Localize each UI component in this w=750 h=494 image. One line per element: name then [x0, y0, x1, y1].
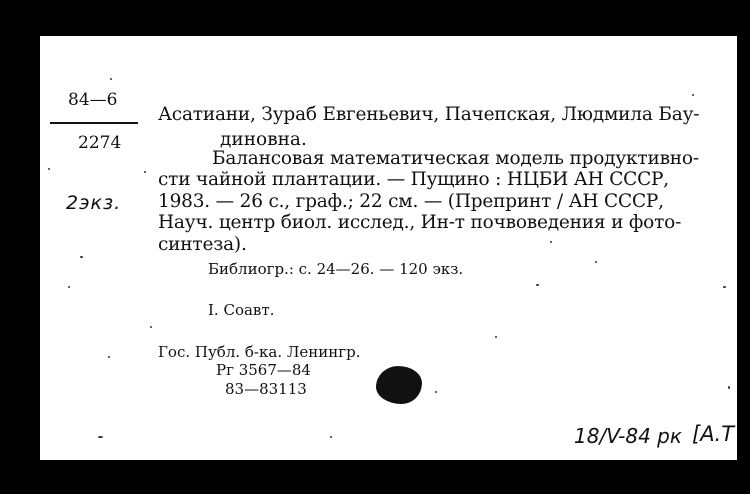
imprint-line: 1983. — 26 с., граф.; 22 см. — (Препринт / АН СССР, — [158, 191, 664, 212]
library-imprint-line: Рг 3567—84 — [216, 361, 311, 379]
scan-speck — [692, 94, 694, 96]
scan-speck — [80, 256, 83, 258]
scan-speck — [728, 386, 730, 389]
scan-speck — [723, 286, 726, 288]
bibliography-note: Библиогр.: с. 24—26. — 120 экз. — [208, 260, 464, 278]
scan-speck — [108, 356, 110, 358]
scan-speck — [150, 326, 152, 328]
scan-speck — [536, 284, 539, 286]
series-line: синтеза). — [158, 234, 247, 255]
added-entry-tracing: I. Соавт. — [208, 301, 275, 319]
title-line: Балансовая математическая модель продуктивно- — [212, 148, 699, 169]
call-number-top: 84—6 — [68, 90, 118, 110]
author-heading-continuation: диновна. — [220, 129, 307, 150]
scan-speck — [435, 391, 437, 393]
handwritten-date: 18/V-84 рк — [574, 424, 682, 448]
author-heading: Асатиани, Зураб Евгеньевич, Пачепская, Людмила Бау- — [158, 104, 700, 125]
scan-speck — [48, 168, 50, 170]
scan-speck — [330, 436, 332, 438]
series-line: Науч. центр биол. исслед., Ин-т почвоведения и фото- — [158, 212, 682, 233]
handwritten-initials: [А.Т — [692, 422, 735, 446]
scan-speck — [110, 78, 112, 80]
handwritten-copies-note: 2экз. — [66, 192, 122, 214]
scan-speck — [68, 286, 70, 288]
scan-speck — [98, 436, 103, 438]
call-number-divider — [50, 122, 138, 124]
catalog-card — [40, 36, 737, 460]
call-number-bottom: 2274 — [78, 133, 122, 153]
scan-speck — [595, 261, 597, 263]
library-imprint-line: Гос. Публ. б-ка. Ленингр. — [158, 343, 361, 361]
scan-speck — [495, 336, 497, 338]
scan-speck — [144, 171, 146, 173]
title-line: сти чайной плантации. — Пущино : НЦБИ АН СССР, — [158, 169, 669, 190]
scan-speck — [550, 241, 552, 243]
ink-blot — [376, 366, 422, 404]
library-imprint-line: 83—83113 — [225, 380, 307, 398]
